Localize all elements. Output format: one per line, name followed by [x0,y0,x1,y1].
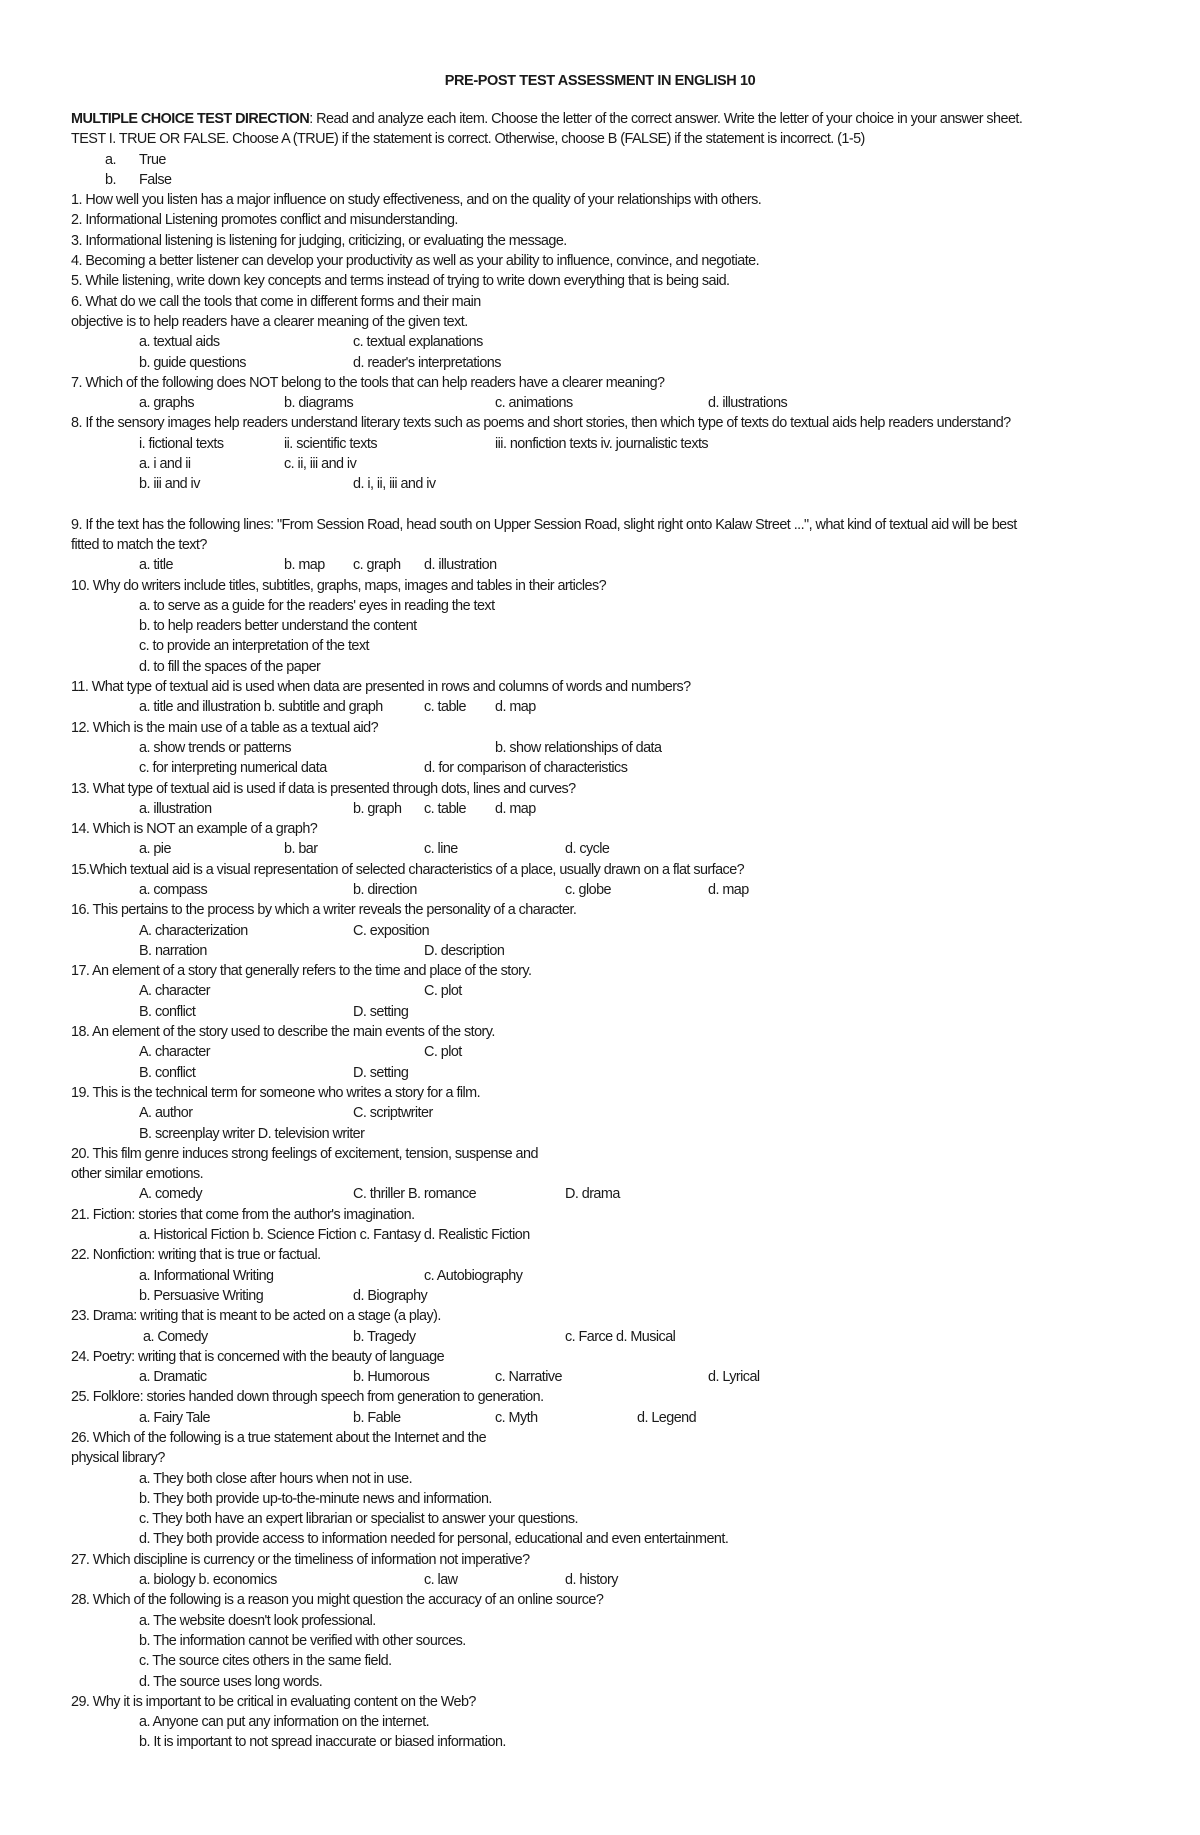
option: c. to provide an interpretation of the text [139,638,369,655]
question-24: 24. Poetry: writing that is concerned with the beauty of language [71,1348,445,1365]
options-row: b. Persuasive Writing d. Biography [139,1287,428,1304]
option: a. Anyone can put any information on the internet. [139,1714,430,1731]
options-row: a. Informational Writing c. Autobiography [139,1267,523,1284]
options-row: c. for interpreting numerical data d. for comparison of characteristics [139,760,628,777]
question-10: 10. Why do writers include titles, subtitles, graphs, maps, images and tables in their articles? [71,577,607,594]
page-title: PRE-POST TEST ASSESSMENT IN ENGLISH 10 [444,73,756,89]
question-16: 16. This pertains to the process by which a writer reveals the personality of a character. [71,902,577,919]
option: b. They both provide up-to-the-minute news and information. [139,1490,492,1507]
options-row: a. textual aids c. textual explanations [139,334,483,351]
option-true: a. True [105,151,166,168]
question-17: 17. An element of a story that generally refers to the time and place of the story. [71,963,532,980]
option: d. They both provide access to information needed for personal, educational and even entertainment. [139,1531,729,1548]
options-row: a. compass b. direction c. globe d. map [139,881,749,898]
question-19: 19. This is the technical term for someone who writes a story for a film. [71,1084,481,1101]
option: c. They both have an expert librarian or specialist to answer your questions. [139,1511,578,1528]
option: b. It is important to not spread inaccurate or biased information. [139,1734,506,1751]
option: c. The source cites others in the same field. [139,1653,392,1670]
options-row: A. character C. plot [139,1044,462,1061]
options-row: i. fictional texts ii. scientific texts iii. nonfiction texts iv. journalistic texts [139,435,709,452]
question-26-cont: physical library? [71,1450,165,1467]
options-row: a. pie b. bar c. line d. cycle [139,841,610,858]
options-row: A. comedy C. thriller B. romance D. drama [139,1186,620,1203]
question-18: 18. An element of the story used to describe the main events of the story. [71,1024,495,1041]
question-14: 14. Which is NOT an example of a graph? [71,821,318,838]
test1-instruction: TEST I. TRUE OR FALSE. Choose A (TRUE) if the statement is correct. Otherwise, choose B (FALSE) if the statement is incorrect. (1-5) [71,131,865,148]
options-row: b. guide questions d. reader's interpretations [139,354,501,371]
options-row: B. conflict D. setting [139,1003,409,1020]
direction-label: MULTIPLE CHOICE TEST DIRECTION [71,111,310,127]
question-1: 1. How well you listen has a major influence on study effectiveness, and on the quality of your relationships with others. [71,192,762,209]
options-row: a. Historical Fiction b. Science Fiction c. Fantasy d. Realistic Fiction [139,1227,530,1244]
option: b. to help readers better understand the content [139,618,417,635]
options-row: a. Fairy Tale b. Fable c. Myth d. Legend [139,1409,697,1426]
options-row: a. Comedy b. Tragedy c. Farce d. Musical [143,1328,676,1345]
options-row: a. graphs b. diagrams c. animations d. illustrations [139,395,788,412]
question-28: 28. Which of the following is a reason you might question the accuracy of an online source? [71,1592,604,1609]
options-row: a. title b. map c. graph d. illustration [139,557,497,574]
question-5: 5. While listening, write down key concepts and terms instead of trying to write down everything that is being said. [71,273,730,290]
direction-text: : Read and analyze each item. Choose the letter of the correct answer. Write the letter of your choice in your answer sheet. [309,111,1023,127]
test-content [71,109,1141,1753]
question-15: 15.Which textual aid is a visual representation of selected characteristics of a place, usually drawn on a flat surface? [71,861,745,878]
option-false: b. False [105,171,172,188]
options-row: a. Dramatic b. Humorous c. Narrative d. Lyrical [139,1369,760,1386]
question-3: 3. Informational listening is listening for judging, criticizing, or evaluating the message. [71,232,567,249]
option: a. to serve as a guide for the readers' eyes in reading the text [139,597,495,614]
question-6-cont: objective is to help readers have a clearer meaning of the given text. [71,313,468,330]
question-20-cont: other similar emotions. [71,1166,204,1183]
options-row: a. show trends or patterns b. show relationships of data [139,739,662,756]
question-7: 7. Which of the following does NOT belong to the tools that can help readers have a clearer meaning? [71,374,665,391]
question-11: 11. What type of textual aid is used when data are presented in rows and columns of words and numbers? [71,679,691,696]
question-26: 26. Which of the following is a true statement about the Internet and the [71,1430,487,1446]
options-row: a. biology b. economics c. law d. history [139,1572,618,1589]
options-row: A. author C. scriptwriter [139,1105,433,1122]
options-row: b. iii and iv d. i, ii, iii and iv [139,476,436,493]
question-13: 13. What type of textual aid is used if data is presented through dots, lines and curves? [71,780,576,797]
question-20: 20. This film genre induces strong feelings of excitement, tension, suspense and [71,1145,538,1162]
option: d. to fill the spaces of the paper [139,658,321,675]
option: b. The information cannot be verified with other sources. [139,1632,466,1649]
option: d. The source uses long words. [139,1673,323,1690]
question-4: 4. Becoming a better listener can develop your productivity as well as your ability to influence, convince, and negotiate. [71,253,760,270]
options-row: B. conflict D. setting [139,1064,409,1081]
option: a. They both close after hours when not in use. [139,1470,413,1487]
question-9: 9. If the text has the following lines: "From Session Road, head south on Upper Session Road, slight right onto Kalaw Street ...", what kind of textual aid will be best [71,516,1017,533]
direction [71,109,1141,129]
option: a. The website doesn't look professional. [139,1612,376,1629]
options-row: B. narration D. description [139,942,505,959]
options-row: a. i and ii c. ii, iii and iv [139,456,357,473]
question-9-cont: fitted to match the text? [71,536,207,553]
options-row: A. characterization C. exposition [139,922,430,939]
question-25: 25. Folklore: stories handed down through speech from generation to generation. [71,1389,544,1406]
question-22: 22. Nonfiction: writing that is true or factual. [71,1247,321,1264]
question-8: 8. If the sensory images help readers understand literary texts such as poems and short stories, then which type of texts do textual aids help readers understand? [71,415,1011,432]
options-row: A. character C. plot [139,983,462,1000]
options-row: B. screenplay writer D. television writer [139,1125,365,1142]
question-29: 29. Why it is important to be critical in evaluating content on the Web? [71,1693,476,1710]
options-row: a. title and illustration b. subtitle and graph c. table d. map [139,699,536,716]
question-27: 27. Which discipline is currency or the timeliness of information not imperative? [71,1551,530,1568]
options-row: a. illustration b. graph c. table d. map [139,800,536,817]
question-12: 12. Which is the main use of a table as a textual aid? [71,719,379,736]
question-21: 21. Fiction: stories that come from the author's imagination. [71,1206,415,1223]
question-6: 6. What do we call the tools that come in different forms and their main [71,293,481,310]
question-2: 2. Informational Listening promotes conflict and misunderstanding. [71,212,458,229]
question-23: 23. Drama: writing that is meant to be acted on a stage (a play). [71,1308,441,1325]
